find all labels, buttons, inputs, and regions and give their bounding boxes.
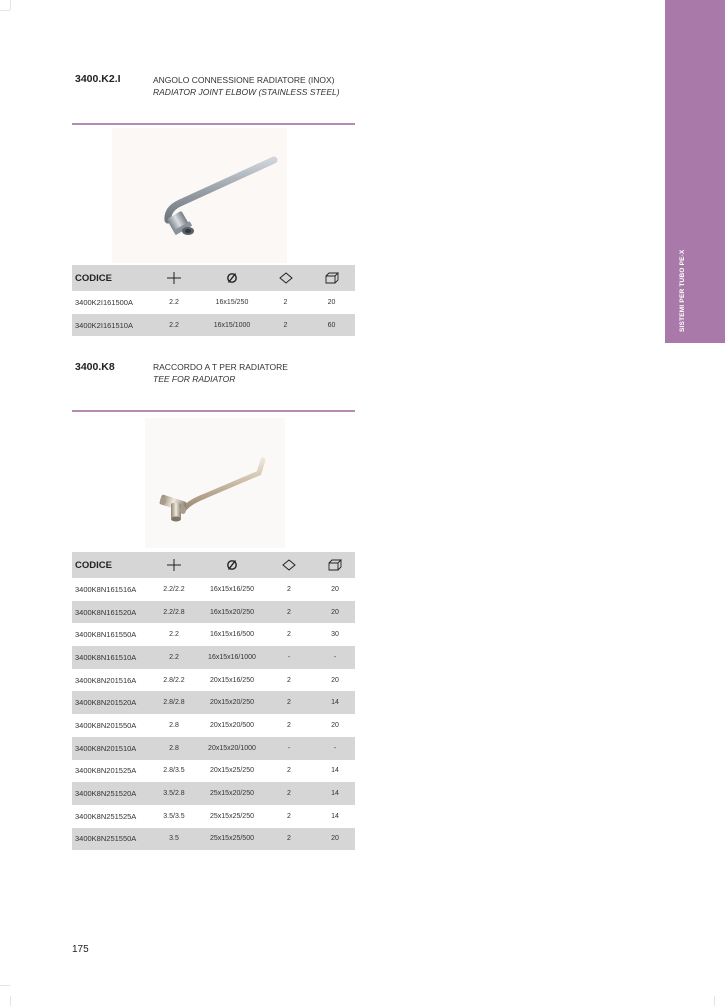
cell-box: 20 — [331, 721, 339, 729]
cell-box: 14 — [315, 782, 355, 805]
crop-mark-bottom-left — [0, 985, 10, 996]
product-photo-tee — [145, 418, 285, 548]
description-english: TEE FOR RADIATOR — [153, 374, 236, 384]
table-row — [72, 737, 355, 760]
section-divider — [72, 123, 355, 125]
table-row — [72, 782, 355, 805]
diameter-icon — [201, 552, 263, 578]
cell-length: 2.8 — [169, 721, 179, 729]
table-row — [72, 805, 355, 828]
cell-code: 3400K8N201516A — [75, 675, 137, 685]
cell-code: 3400K8N251550A — [72, 828, 147, 851]
cell-length: 2.2 — [147, 646, 201, 669]
product-code: 3400.K8 — [75, 361, 115, 373]
product-description — [153, 74, 340, 98]
cell-code: 3400K8N201510A — [72, 737, 147, 760]
cell-length: 3.5/2.8 — [147, 782, 201, 805]
crop-mark-bottom-left-v — [10, 996, 21, 1006]
cell-box: 14 — [331, 812, 339, 820]
cell-length: 3.5/3.5 — [163, 812, 185, 820]
crop-mark-top-left-v — [10, 0, 21, 10]
box-icon — [315, 552, 355, 578]
cell-length: 3.5 — [147, 828, 201, 851]
cell-diameter: 25x15x25/250 — [210, 812, 254, 820]
cell-tile: 2 — [263, 314, 308, 337]
cell-diameter: 20x15x25/250 — [210, 767, 254, 775]
cell-code: 3400K2I161510A — [72, 314, 147, 337]
table-row — [72, 760, 355, 783]
cell-code: 3400K8N201520A — [72, 691, 147, 714]
cell-tile: 2 — [263, 828, 315, 851]
cell-length: 2.2 — [169, 631, 179, 639]
length-icon — [147, 552, 201, 578]
cell-box: 20 — [331, 585, 339, 593]
cell-diameter: 20x15x20/250 — [201, 691, 263, 714]
cell-length: 2.8/2.2 — [163, 676, 185, 684]
cell-tile: 2 — [287, 676, 291, 684]
section-tab — [665, 0, 725, 343]
cell-diameter: 20x15x20/500 — [210, 721, 254, 729]
cell-tile: 2 — [287, 767, 291, 775]
product-description — [153, 361, 288, 385]
column-header-codice: CODICE — [72, 552, 147, 578]
cell-box: 30 — [331, 631, 339, 639]
cell-tile: 2 — [263, 601, 315, 624]
cell-diameter: 20x15x20/1000 — [201, 737, 263, 760]
column-header-codice: CODICE — [72, 265, 147, 291]
tile-icon — [263, 265, 308, 291]
table-header-row — [72, 552, 355, 578]
crop-mark-top-left — [0, 10, 10, 21]
cell-length: 2.8 — [147, 737, 201, 760]
cell-tile: 2 — [283, 298, 288, 306]
cell-tile: - — [263, 737, 315, 760]
cell-code: 3400K8N161510A — [72, 646, 147, 669]
table-row — [72, 669, 355, 692]
section-divider — [72, 410, 355, 412]
page-number: 175 — [72, 944, 89, 955]
cell-diameter: 16x15x16/1000 — [201, 646, 263, 669]
cell-box: 60 — [308, 314, 355, 337]
cell-tile: 2 — [287, 721, 291, 729]
cell-tile: 2 — [263, 691, 315, 714]
cell-code: 3400K2I161500A — [75, 297, 133, 307]
length-icon — [147, 265, 201, 291]
cell-tile: 2 — [287, 812, 291, 820]
cell-length: 2.2/2.2 — [163, 585, 185, 593]
product-photo-elbow — [112, 128, 287, 263]
table-row — [72, 646, 355, 669]
cell-length: 2.2 — [169, 298, 179, 306]
cell-diameter: 25x15x25/500 — [201, 828, 263, 851]
cell-tile: 2 — [287, 585, 291, 593]
table-row — [72, 578, 355, 601]
cell-length: 2.2 — [147, 314, 201, 337]
table-row — [72, 623, 355, 646]
spec-table-tee — [72, 552, 355, 850]
cell-tile: - — [263, 646, 315, 669]
cell-box: - — [315, 737, 355, 760]
cell-tile: 2 — [263, 782, 315, 805]
cell-tile: 2 — [287, 631, 291, 639]
cell-length: 2.8/2.8 — [147, 691, 201, 714]
description-italian: RACCORDO A T PER RADIATORE — [153, 362, 288, 372]
cell-diameter: 20x15x16/250 — [210, 676, 254, 684]
cell-box: 20 — [331, 676, 339, 684]
section-tab-label: SISTEMI PER TUBO PE-X — [679, 249, 686, 332]
diameter-icon — [201, 265, 263, 291]
box-icon — [308, 265, 355, 291]
cell-box: 14 — [331, 767, 339, 775]
tile-icon — [263, 552, 315, 578]
table-row — [72, 691, 355, 714]
description-italian: ANGOLO CONNESSIONE RADIATORE (INOX) — [153, 75, 335, 85]
cell-diameter: 16x15x16/250 — [210, 585, 254, 593]
cell-diameter: 16x15x20/250 — [201, 601, 263, 624]
table-row — [72, 314, 355, 337]
cell-code: 3400K8N251525A — [75, 811, 137, 821]
description-english: RADIATOR JOINT ELBOW (STAINLESS STEEL) — [153, 87, 340, 97]
cell-code: 3400K8N161520A — [72, 601, 147, 624]
table-row — [72, 714, 355, 737]
cell-code: 3400K8N251520A — [72, 782, 147, 805]
product-code: 3400.K2.I — [75, 73, 121, 85]
cell-code: 3400K8N201550A — [75, 720, 137, 730]
cell-diameter: 16x15/1000 — [201, 314, 263, 337]
cell-code: 3400K8N161550A — [75, 630, 137, 640]
cell-box: 20 — [327, 298, 336, 306]
cell-box: 20 — [315, 828, 355, 851]
table-row — [72, 828, 355, 851]
crop-mark-bottom-right-v — [714, 996, 725, 1006]
cell-diameter: 25x15x20/250 — [201, 782, 263, 805]
cell-length: 2.8/3.5 — [163, 767, 185, 775]
cell-length: 2.2/2.8 — [147, 601, 201, 624]
table-header-row — [72, 265, 355, 291]
cell-box: - — [315, 646, 355, 669]
cell-code: 3400K8N161516A — [75, 584, 137, 594]
cell-box: 14 — [315, 691, 355, 714]
cell-box: 20 — [315, 601, 355, 624]
cell-diameter: 16x15x16/500 — [210, 631, 254, 639]
spec-table-elbow — [72, 265, 355, 336]
cell-diameter: 16x15/250 — [215, 298, 249, 306]
cell-code: 3400K8N201525A — [75, 766, 137, 776]
table-row — [72, 291, 355, 314]
table-row — [72, 601, 355, 624]
